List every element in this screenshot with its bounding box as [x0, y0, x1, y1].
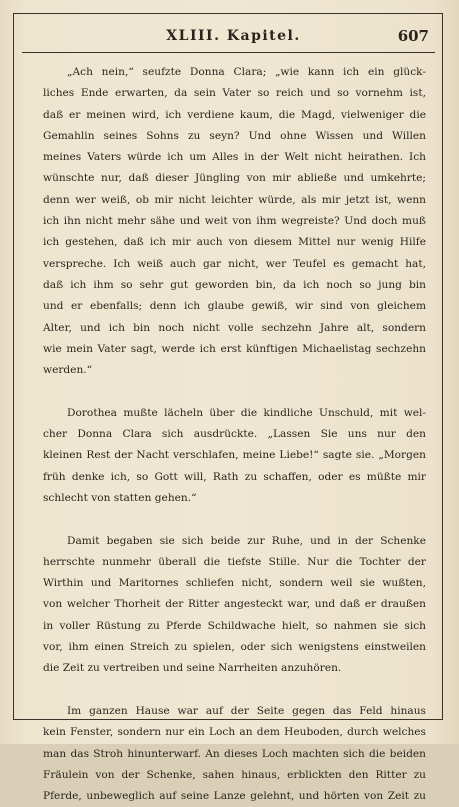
text-line: Im ganzen Hause war auf der Seite gegen das Feld hinaus [67, 704, 426, 717]
paragraph [43, 531, 426, 680]
text-line: und er ebenfalls; denn ich glaube gewiß, wir sind von gleichem [43, 300, 426, 313]
text-line: cher Donna Clara sich ausdrückte. „Lassen Sie uns nur den [43, 428, 426, 441]
text-line: wünschte nur, daß dieser Jüngling von mir abließe und umkehrte; [43, 172, 426, 185]
text-line: meines Vaters würde ich um Alles in der Welt nicht heirathen. Ich [43, 151, 426, 164]
header-rule [22, 52, 435, 53]
paragraph-gap [43, 509, 426, 530]
text-line: kleinen Rest der Nacht verschlafen, meine Liebe!“ sagte sie. „Morgen [43, 449, 426, 462]
running-header [38, 24, 429, 52]
paragraph-gap [43, 381, 426, 402]
text-line: herrschte nunmehr überall die tiefste Stille. Nur die Tochter der [43, 555, 426, 568]
text-line: Gemahlin seines Sohns zu seyn? Und ohne Wissen und Willen [43, 129, 426, 142]
text-line: daß ich ihm so sehr gut geworden bin, da ich noch so jung bin [43, 278, 426, 291]
text-line: liches Ende erwarten, da sein Vater so reich und so vornehm ist, [43, 87, 426, 100]
text-line: Alter, und ich bin noch nicht volle sechzehn Jahre alt, sondern [43, 321, 426, 334]
body-text [43, 62, 426, 807]
text-line: wie mein Vater sagt, werde ich erst künftigen Michaelistag sechzehn [43, 342, 426, 355]
text-line: die Zeit zu vertreiben und seine Narrheiten anzuhören. [43, 662, 342, 675]
text-line: in voller Rüstung zu Pferde Schildwache hielt, so nahmen sie sich [43, 619, 426, 632]
text-line: werden.“ [43, 364, 93, 377]
text-line: verspreche. Ich weiß auch gar nicht, wer Teufel es gemacht hat, [43, 257, 426, 270]
paragraph [43, 403, 426, 509]
chapter-heading: XLIII. Kapitel. [166, 28, 301, 44]
text-line: vor, ihm einen Streich zu spielen, oder sich wenigstens einstweilen [43, 641, 426, 654]
text-line: von welcher Thorheit der Ritter angesteckt war, und daß er draußen [43, 598, 426, 611]
text-line: Fräulein von der Schenke, sahen hinaus, erblickten den Ritter zu [43, 768, 426, 781]
text-line: denn wer weiß, ob mir nicht leichter würde, als mir jetzt ist, wenn [43, 193, 426, 206]
text-line: daß er meinen wird, ich verdiene kaum, die Magd, vielweniger die [43, 108, 426, 121]
paragraph [43, 62, 426, 381]
paragraph-gap [43, 680, 426, 701]
text-line: ich gestehen, daß ich mir auch von diesem Mittel nur wenig Hilfe [43, 236, 426, 249]
text-line: früh denke ich, so Gott will, Rath zu schaffen, oder es müßte mir [43, 470, 426, 483]
paragraph [43, 701, 426, 807]
text-line: Dorothea mußte lächeln über die kindliche Unschuld, mit wel- [67, 406, 426, 419]
text-line: Pferde, unbeweglich auf seine Lanze gelehnt, und hörten von Zeit zu [43, 790, 426, 803]
text-line: ich ihn nicht mehr sähe und weit von ihm wegreiste? Und doch muß [43, 215, 426, 228]
text-line: Wirthin und Maritornes schliefen nicht, sondern weil sie wußten, [43, 577, 426, 590]
text-line: Damit begaben sie sich beide zur Ruhe, und in der Schenke [67, 534, 426, 547]
text-line: schlecht von statten gehen.“ [43, 491, 197, 504]
text-line: man das Stroh hinunterwarf. An dieses Loch machten sich die beiden [43, 747, 426, 760]
text-line: „Ach nein,“ seufzte Donna Clara; „wie kann ich ein glück- [67, 66, 426, 78]
page-number: 607 [397, 27, 429, 45]
text-line: kein Fenster, sondern nur ein Loch an dem Heuboden, durch welches [43, 726, 426, 739]
